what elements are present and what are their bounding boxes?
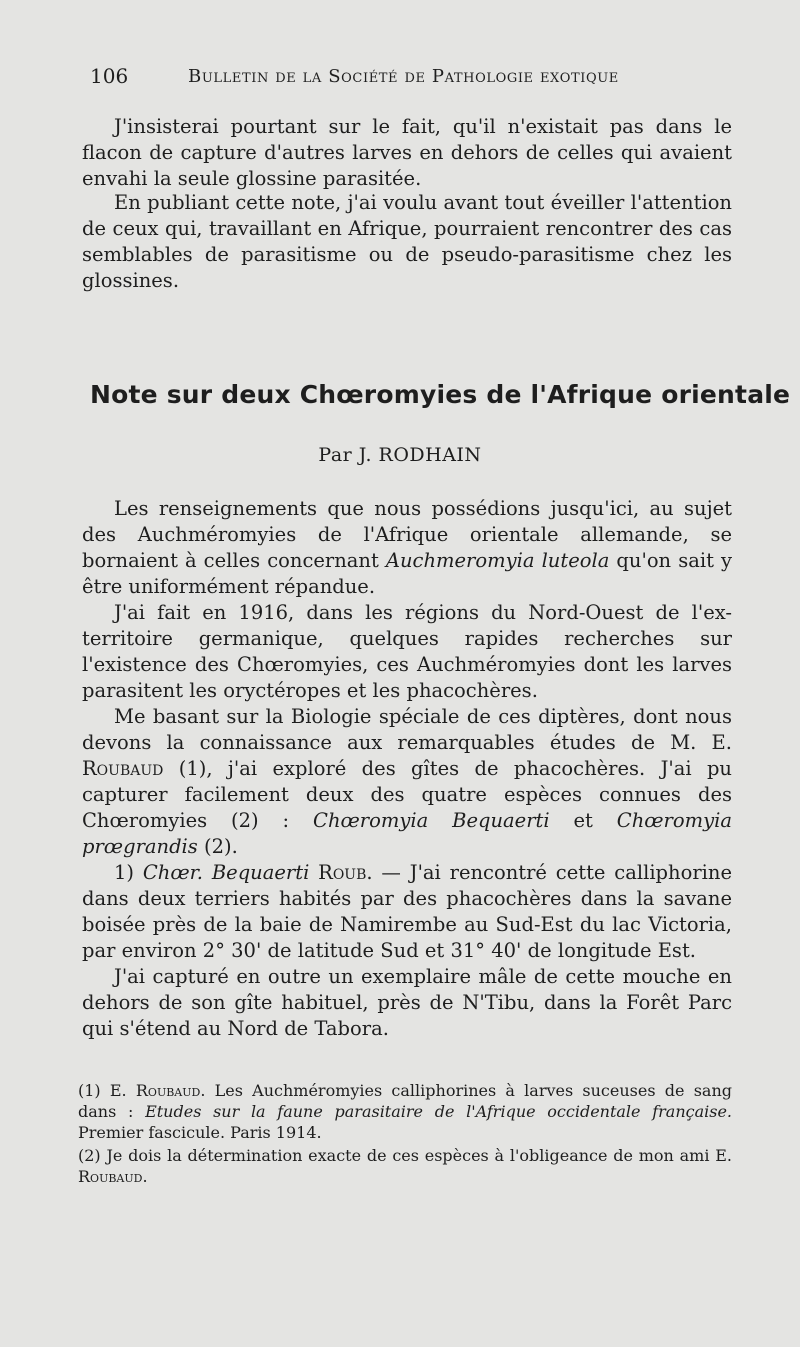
footnote-2 xyxy=(78,1145,732,1187)
article-paragraph-5: J'ai capturé en outre un exemplaire mâle de cette mouche en dehors de son gîte habituel, près de N'Tibu, dans la Forêt Parc qui s'étend au Nord de Tabora. xyxy=(82,965,732,1040)
intro-paragraph-1 xyxy=(82,114,732,192)
species-name: Chœromyia Bequaerti xyxy=(313,809,550,832)
article-paragraph-1 xyxy=(82,496,732,600)
paragraph: J'insisterai pourtant sur le fait, qu'il n'existait pas dans le flacon de capture d'autres larves en dehors de celles qui avaient envahi la seule glossine parasitée. xyxy=(82,115,732,190)
list-number: 1) xyxy=(114,861,143,884)
page-number: 106 xyxy=(90,64,129,88)
article-paragraph-2: J'ai fait en 1916, dans les régions du Nord-Ouest de l'ex-territoire germanique, quelques rapides recherches sur l'existence des Chœromyies, ces Auchméromyies dont les larves parasitent les oryctéropes et les phacochères. xyxy=(82,601,732,702)
text: qu'on sait y être uniformément répandue. xyxy=(82,549,732,598)
article-body xyxy=(82,496,732,1042)
species-name: Chœr. Bequaerti xyxy=(142,861,310,884)
paragraph: En publiant cette note, j'ai voulu avant tout éveiller l'attention de ceux qui, travaillant en Afrique, pourraient rencontrer des cas semblables de parasitisme ou de pseudo-parasitisme chez les glossines. xyxy=(82,191,732,292)
text: (2) Je dois la détermination exacte de ces espèces à l'obligeance de mon ami E. xyxy=(78,1146,732,1165)
text: Premier fascicule. Paris 1914. xyxy=(78,1123,322,1142)
running-head: Bulletin de la Société de Pathologie exotique xyxy=(188,66,619,87)
text: . Les Auchméromyies calliphorines à larves suceuses de sang dans : xyxy=(78,1081,733,1121)
text: (2). xyxy=(197,835,238,858)
article-title: Note sur deux Chœromyies de l'Afrique orientale xyxy=(90,380,791,409)
author-name: Roubaud xyxy=(135,1081,201,1100)
page-header xyxy=(90,62,740,96)
species-name: Chœromyia prœgrandis xyxy=(82,809,732,858)
text: (1) E. xyxy=(78,1081,136,1100)
intro-paragraph-2 xyxy=(82,190,732,294)
species-name: Auchmeromyia luteola xyxy=(385,549,610,572)
byline: Par J. RODHAIN xyxy=(318,444,482,466)
footnotes xyxy=(78,1080,732,1187)
work-title: Etudes sur la faune parasitaire de l'Afrique occidentale française. xyxy=(145,1102,732,1121)
text: — J'ai rencontré cette calliphorine dans deux terriers habités par des phacochères dans la savane boisée près de la baie de Namirembe au Sud-Est du lac Victoria, par environ 2° 30' de latitude Sud et 31° 40' de longitude Est. xyxy=(82,861,732,962)
text: Me basant sur la Biologie spéciale de ces diptères, dont nous devons la connaissance aux remarquables études de M. E. xyxy=(82,705,732,754)
author-abbrev: Roub. xyxy=(309,861,373,884)
text: . xyxy=(142,1167,148,1186)
author-name: Roubaud xyxy=(78,1167,143,1186)
text: et xyxy=(549,809,617,832)
author-name: Roubaud xyxy=(82,757,164,780)
article-paragraph-3 xyxy=(82,704,732,860)
text: (1), j'ai exploré des gîtes de phacochères. J'ai pu capturer facilement deux des quatre espèces connues des Chœromyies (2) : xyxy=(82,757,732,832)
article-paragraph-4 xyxy=(82,860,732,964)
text: Les renseignements que nous possédions jusqu'ici, au sujet des Auchméromyies de l'Afrique orientale allemande, se bornaient à celles concernant xyxy=(82,497,732,572)
footnote-1 xyxy=(78,1080,732,1143)
